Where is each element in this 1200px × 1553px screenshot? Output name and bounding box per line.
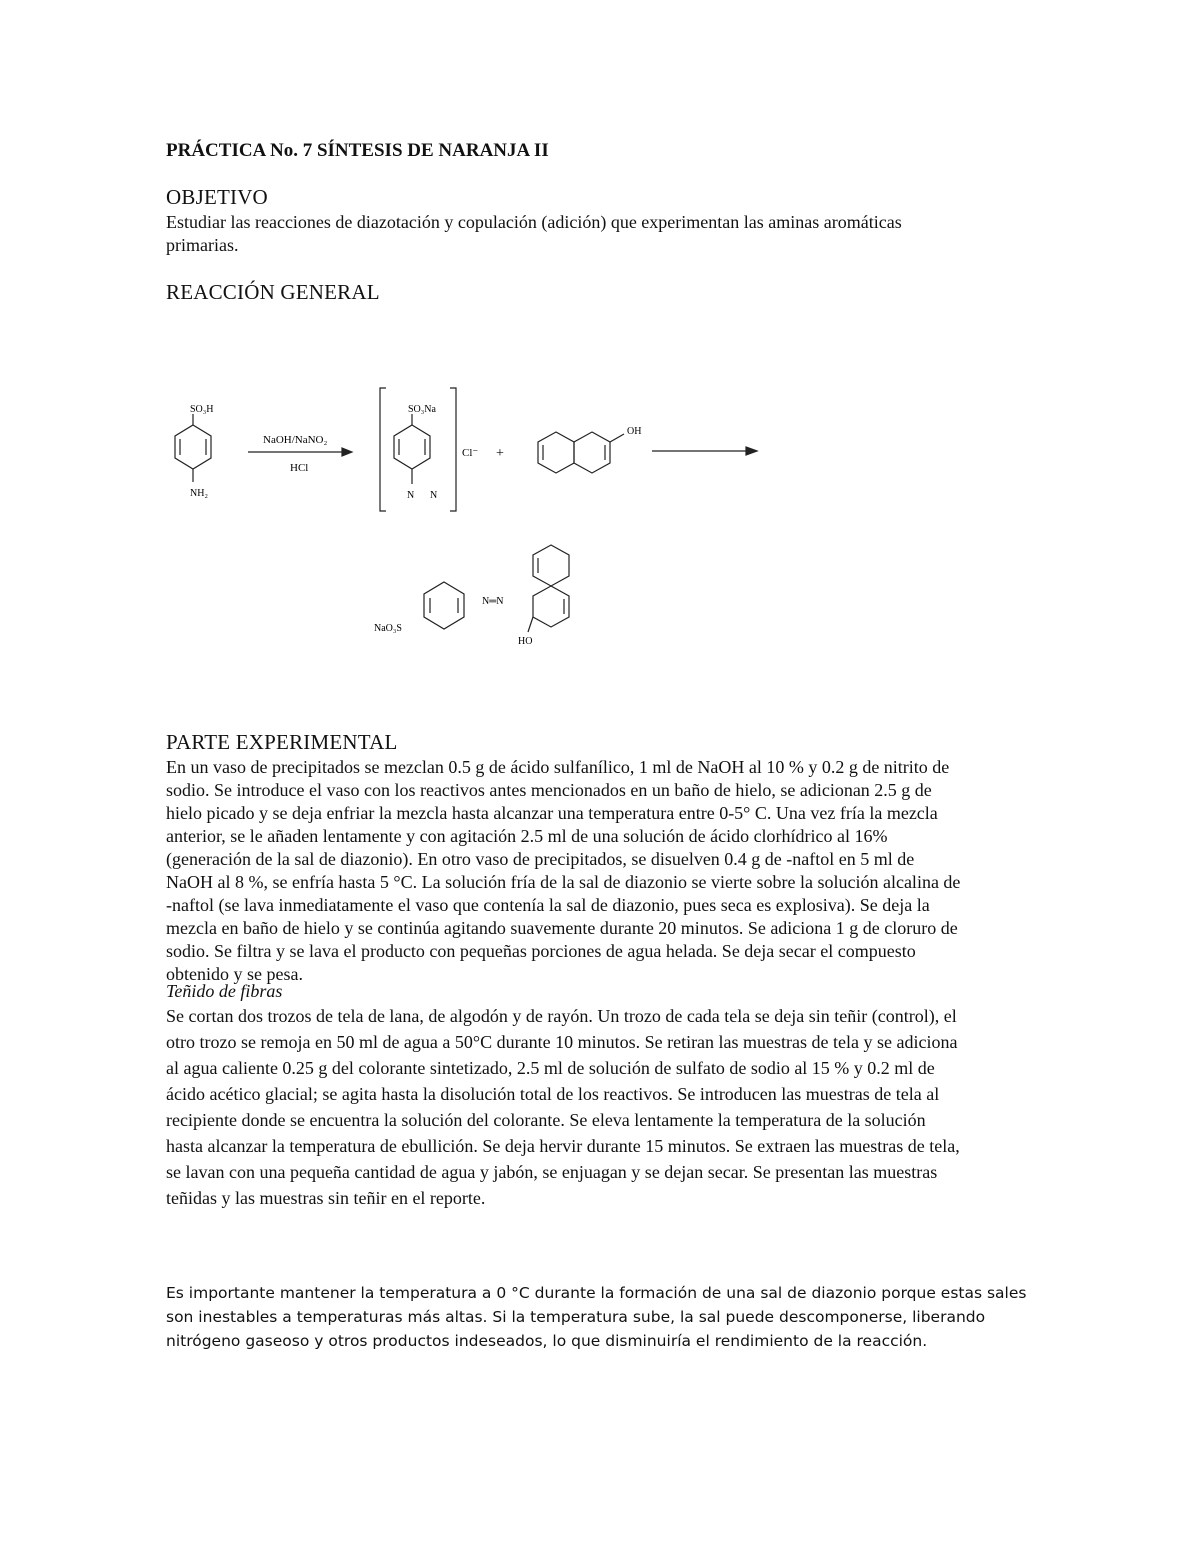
n-right-label: N [430, 490, 438, 501]
dyeing-subheading: Teñido de fibras [166, 981, 283, 1001]
dyeing-line: otro trozo se remoja en 50 ml de agua a 50°C durante 10 minutos. Se retiran las muestras de tela y se adiciona [166, 1032, 958, 1052]
experimental-line: -naftol (se lava inmediatamente el vaso que contenía la sal de diazonio, pues seca es explosiva). Se deja la [166, 895, 930, 915]
n-left-label: N [407, 490, 415, 501]
temperature-note [166, 1281, 1046, 1353]
plus-sign: + [496, 446, 504, 461]
dyeing-line: Se cortan dos trozos de tela de lana, de algodón y de rayón. Un trozo de cada tela se deja sin teñir (control), el [166, 1006, 957, 1026]
dyeing-line: al agua caliente 0.25 g del colorante sintetizado, 2.5 ml de solución de sulfato de sodio al 15 % y 0.2 ml de [166, 1058, 935, 1078]
experimental-line: NaOH al 8 %, se enfría hasta 5 °C. La solución fría de la sal de diazonio se vierte sobre la solución alcalina de [166, 872, 961, 892]
dyeing-line: teñidas y las muestras sin teñir en el reporte. [166, 1188, 486, 1208]
so3na-label: SO₃Na [408, 404, 436, 415]
experimental-text [166, 756, 1046, 986]
dyeing-line: recipiente donde se encuentra la solución del colorante. Se eleva lentamente la temperatura de la solución [166, 1110, 926, 1130]
note-line: son inestables a temperaturas más altas. Si la temperatura sube, la sal puede descomponerse, liberando [166, 1308, 986, 1326]
objective-line: Estudiar las reacciones de diazotación y copulación (adición) que experimentan las aminas aromáticas [166, 212, 902, 232]
reaction-heading: REACCIÓN GENERAL [166, 280, 380, 304]
chloride-label: Cl⁻ [462, 447, 479, 459]
so3h-label: SO₃H [190, 404, 214, 415]
note-line: Es importante mantener la temperatura a 0 °C durante la formación de una sal de diazonio porque estas sales [166, 1284, 1027, 1302]
azo-label: N═N [482, 596, 504, 607]
dyeing-text [166, 1003, 1046, 1211]
experimental-line: sodio. Se filtra y se lava el producto con pequeñas porciones de agua helada. Se deja secar el compuesto [166, 941, 916, 961]
reaction-scheme [0, 370, 1200, 730]
dyeing-line: hasta alcanzar la temperatura de ebullición. Se deja hervir durante 15 minutos. Se extraen las muestras de tela, [166, 1136, 960, 1156]
nh2-label: NH₂ [190, 488, 208, 499]
experimental-heading: PARTE EXPERIMENTAL [166, 730, 398, 754]
objective-text [166, 211, 1046, 257]
ho-label: HO [518, 636, 533, 647]
reagent-bottom-label: HCl [290, 462, 309, 474]
experimental-line: En un vaso de precipitados se mezclan 0.5 g de ácido sulfanílico, 1 ml de NaOH al 10 % y 0.2 g de nitrito de [166, 757, 950, 777]
experimental-line: hielo picado y se deja enfriar la mezcla hasta alcanzar una temperatura entre 0-5° C. Una vez fría la mezcla [166, 803, 938, 823]
na-o3s-label: NaO₃S [374, 623, 402, 634]
objective-line: primarias. [166, 235, 239, 255]
page-title: PRÁCTICA No. 7 SÍNTESIS DE NARANJA II [166, 140, 549, 161]
experimental-line: sodio. Se introduce el vaso con los reactivos antes mencionados en un baño de hielo, se adicionan 2.5 g de [166, 780, 932, 800]
oh-label: OH [627, 426, 642, 437]
dyeing-line: ácido acético glacial; se agita hasta la disolución total de los reactivos. Se introducen las muestras de tela al [166, 1084, 940, 1104]
left-bracket [380, 388, 386, 511]
experimental-line: anterior, se le añaden lentamente y con agitación 2.5 ml de una solución de ácido clorhídrico al 16% [166, 826, 888, 846]
right-bracket [450, 388, 456, 511]
experimental-line: (generación de la sal de diazonio). En otro vaso de precipitados, se disuelven 0.4 g de -naftol en 5 ml de [166, 849, 915, 869]
dyeing-line: se lavan con una pequeña cantidad de agua y jabón, se enjuagan y se dejan secar. Se presentan las muestras [166, 1162, 938, 1182]
experimental-line: obtenido y se pesa. [166, 964, 303, 984]
objective-heading: OBJETIVO [166, 185, 268, 209]
note-line: nitrógeno gaseoso y otros productos indeseados, lo que disminuiría el rendimiento de la reacción. [166, 1332, 928, 1350]
reagent-top-label: NaOH/NaNO₂ [263, 434, 328, 446]
experimental-line: mezcla en baño de hielo y se continúa agitando suavemente durante 20 minutos. Se adiciona 1 g de cloruro de [166, 918, 958, 938]
